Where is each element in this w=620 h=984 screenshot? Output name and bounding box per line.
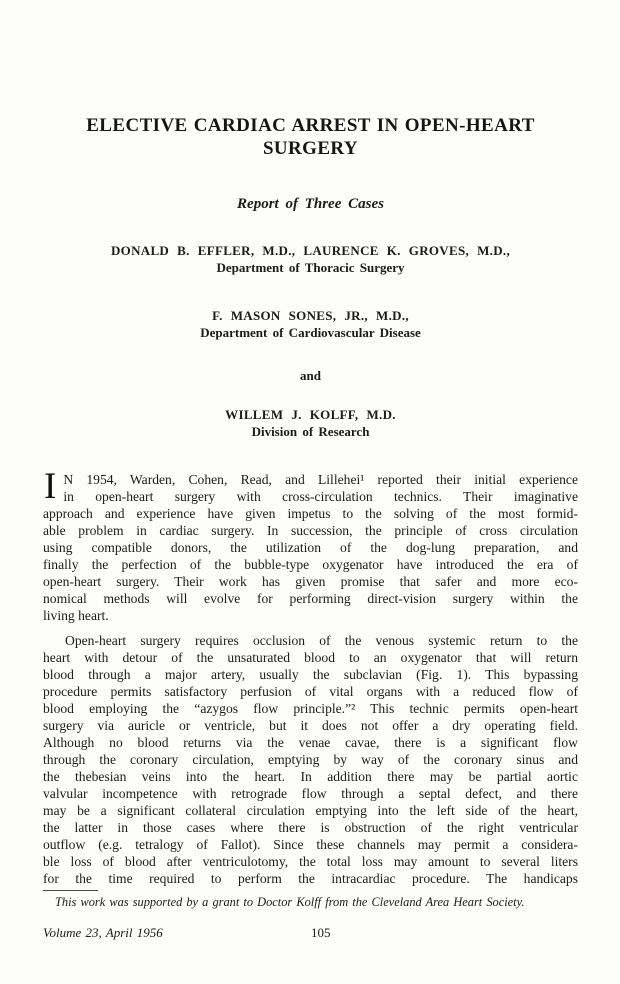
page-content: [0, 115, 620, 941]
body-line: nomical methods will evolve for performing direct-vision surgery within the: [43, 590, 578, 606]
footnote-divider: [43, 890, 98, 891]
body-line: finally the perfection of the bubble-type oxygenator have introduced the era of: [43, 556, 578, 572]
author-group-kolff: [43, 406, 578, 440]
author-affiliation: Department of Cardiovascular Disease: [200, 324, 421, 340]
article-subtitle: Report of Three Cases: [237, 195, 384, 212]
author-names: F. MASON SONES, JR., M.D.,: [212, 307, 409, 323]
body-line: in open-heart surgery with cross-circulation technics. Their imaginative: [63, 488, 578, 504]
body-line: blood employing the “azygos flow principle.”² This technic permits open-heart: [43, 700, 578, 716]
body-line: ble loss of blood after ventriculotomy, the total loss may amount to several liters: [43, 853, 578, 869]
body-line: procedure permits satisfactory perfusion of vital organs with a reduced flow of: [43, 683, 578, 699]
paragraph-1: [43, 465, 578, 624]
grant-footnote: This work was supported by a grant to Doctor Kolff from the Cleveland Area Heart Society.: [55, 894, 525, 909]
body-line: open-heart surgery. Their work has given promise that safer and more eco-: [43, 573, 578, 589]
body-line: approach and experience have given impetus to the solving of the most formid-: [43, 505, 578, 521]
body-line: blood through a major artery, usually the subclavian (Fig. 1). This bypassing: [43, 666, 578, 682]
author-group-effler-groves: [43, 242, 578, 276]
author-names: WILLEM J. KOLFF, M.D.: [225, 406, 396, 422]
body-line: N 1954, Warden, Cohen, Read, and Lillehei¹ reported their initial experience: [63, 471, 578, 487]
body-line: able problem in cardiac surgery. In succession, the principle of cross circulation: [43, 522, 578, 538]
volume-date: Volume 23, April 1956: [43, 924, 163, 940]
author-connector: and: [300, 367, 321, 383]
page-footer: [43, 925, 578, 941]
body-line: Open-heart surgery requires occlusion of the venous systemic return to the: [65, 632, 578, 648]
body-line: living heart.: [43, 607, 109, 623]
author-names: DONALD B. EFFLER, M.D., LAURENCE K. GROVES, M.D.,: [110, 242, 511, 258]
drop-cap: I: [44, 465, 57, 507]
paragraph-2: [43, 632, 578, 887]
body-line: valvular incompetence with retrograde flow through a septal defect, and there: [43, 785, 578, 801]
author-affiliation: Department of Thoracic Surgery: [216, 259, 405, 275]
author-affiliation: Division of Research: [251, 423, 370, 439]
body-line: through the coronary circulation, emptying by way of the coronary sinus and: [43, 751, 578, 767]
page-number: 105: [311, 924, 331, 940]
article-title: ELECTIVE CARDIAC ARREST IN OPEN-HEART SURGERY: [86, 115, 535, 159]
body-line: heart with detour of the unsaturated blood to an oxygenator that will return: [43, 649, 578, 665]
body-line: Although no blood returns via the venae cavae, there is a significant flow: [43, 734, 578, 750]
author-group-sones: [43, 307, 578, 341]
body-line: the latter in those cases where there is obstruction of the right ventricular: [43, 819, 578, 835]
body-line: the thebesian veins into the heart. In addition there may be partial aortic: [43, 768, 578, 784]
article-body: [43, 465, 578, 887]
body-line: using compatible donors, the utilization of the dog-lung preparation, and: [43, 539, 578, 555]
body-line: may be a significant collateral circulation emptying into the left side of the heart,: [43, 802, 578, 818]
body-line: for the time required to perform the intracardiac procedure. The handicaps: [43, 870, 578, 886]
body-line: outflow (e.g. tetralogy of Fallot). Since these channels may permit a considera-: [43, 836, 578, 852]
body-line: surgery via auricle or ventricle, but it does not offer a dry operating field.: [43, 717, 578, 733]
